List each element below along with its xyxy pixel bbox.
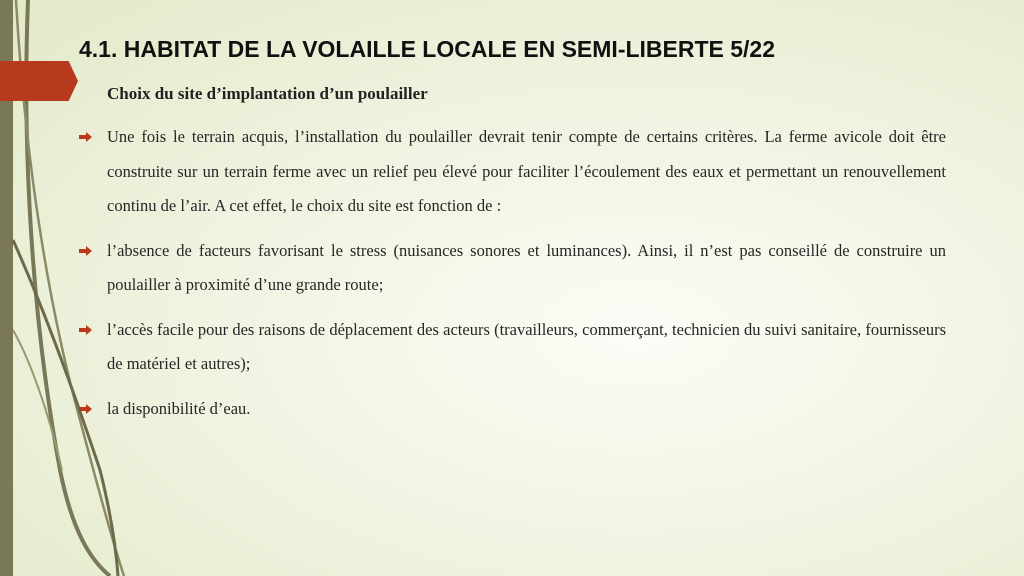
bullet-text: l’absence de facteurs favorisant le stress (nuisances sonores et luminances). Ainsi, il n’est pas conseillé de construire un poulailler à proximité d’une grande route; xyxy=(107,240,946,294)
bullet-list xyxy=(79,120,946,436)
arrow-right-icon xyxy=(79,132,92,142)
bullet-text: la disponibilité d’eau. xyxy=(107,398,251,418)
arrow-right-icon xyxy=(79,246,92,256)
slide-title: 4.1. HABITAT DE LA VOLAILLE LOCALE EN SEMI-LIBERTE 5/22 xyxy=(79,36,776,62)
title-accent-tab xyxy=(0,61,78,101)
bullet-text: l’accès facile pour des raisons de déplacement des acteurs (travailleurs, commerçant, technicien du suivi sanitaire, fournisseurs de matériel et autres); xyxy=(107,319,946,373)
bullet-text: Une fois le terrain acquis, l’installation du poulailler devrait tenir compte de certains critères. La ferme avicole doit être construite sur un terrain ferme avec un relief peu élevé pour faciliter l’écoulement des eaux et permettant un renouvellement continu de l’air. A cet effet, le choix du site est fonction de : xyxy=(107,127,946,215)
arrow-right-icon xyxy=(79,325,92,335)
slide-subtitle: Choix du site d’implantation d’un poulailler xyxy=(107,84,428,103)
bullet-item xyxy=(79,234,946,303)
arrow-right-icon xyxy=(79,404,92,414)
bullet-item xyxy=(79,313,946,382)
bullet-item xyxy=(79,120,946,224)
bullet-item xyxy=(79,392,946,427)
